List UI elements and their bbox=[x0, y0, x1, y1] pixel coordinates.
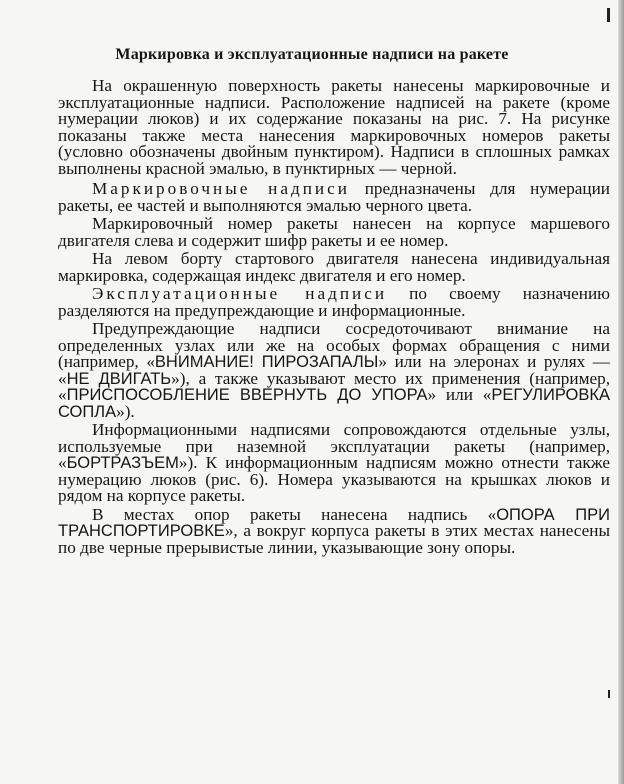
paragraph-operational-text: по своему назначению разделяются на предупреждающие и информационные. bbox=[58, 284, 610, 320]
paragraph-intro: На окрашенную поверхность ракеты нанесены маркировочные и эксплуатационные надписи. Расположение надписей на ракете (кроме нумерации люков) и их содержание показаны на рис. 7. На рисунке показаны также места нанесения маркировочных номеров ракеты (условно обозначены двойным пунктиром). Надписи в сплошных рамках выполнены красной эмалью, в пунктирных — черной. bbox=[58, 76, 610, 178]
paragraph-warning bbox=[58, 321, 610, 420]
supports-text-a: В местах опор ракеты нанесена надпись « bbox=[92, 504, 497, 524]
warning-text-a: Предупреждающие надписи сосредоточивают внимание на определенных узлах или же на особых формах обращения с ними (например, « bbox=[58, 319, 610, 371]
label-transport-support: ОПОРА ПРИ ТРАНСПОРТИРОВКЕ bbox=[58, 505, 611, 540]
label-onboard-connector: БОРТРАЗЪЕМ bbox=[66, 454, 179, 472]
term-operational: Эксплуатационные надписи bbox=[92, 284, 388, 303]
page-edge-shadow bbox=[618, 0, 624, 784]
section-title: Маркировка и эксплуатационные надписи на ракете bbox=[115, 46, 509, 63]
label-do-not-move: НЕ ДВИГАТЬ bbox=[66, 369, 172, 388]
paragraph-left-side: На левом борту стартового двигателя нанесена индивидуальная маркировка, содержащая индекс двигателя и его номер. bbox=[58, 249, 610, 285]
warning-text-c: »), а также указывают место их применения (например, « bbox=[58, 368, 610, 404]
warning-text-e: »). bbox=[116, 401, 135, 421]
scan-mark-bottom bbox=[608, 690, 610, 698]
info-text-a: Информационными надписями сопровождаются отдельные узлы, используемые при наземной эксплуатации ракеты (например, « bbox=[58, 420, 610, 472]
paragraph-marking-text: предназначены для нумерации ракеты, ее частей и выполняются эмалью черного цвета. bbox=[58, 179, 611, 215]
label-nozzle-adjust: РЕГУЛИРОВКА СОПЛА bbox=[58, 386, 610, 421]
label-screw-in: ПРИСПОСОБЛЕНИЕ ВВЕРНУТЬ ДО УПОРА bbox=[66, 386, 428, 404]
label-pyro: ВНИМАНИЕ! ПИРОЗАПАЛЫ bbox=[154, 353, 379, 371]
paragraph-operational bbox=[58, 286, 610, 319]
document-body bbox=[58, 78, 610, 558]
paragraph-marking-number: Маркировочный номер ракеты нанесен на корпусе маршевого двигателя слева и содержит шифр ракеты и ее номер. bbox=[58, 214, 610, 250]
warning-text-d: » или « bbox=[427, 385, 492, 404]
supports-text-b: », а вокруг корпуса ракеты в этих местах нанесены по две черные прерывистые линии, указывающие зону опоры. bbox=[58, 521, 610, 557]
warning-text-b: » или на элеронах и рулях — « bbox=[58, 352, 610, 388]
paragraph-marking bbox=[58, 181, 610, 214]
paragraph-supports bbox=[58, 504, 611, 557]
paragraph-info bbox=[58, 422, 610, 505]
term-marking: Маркировочные надписи bbox=[92, 179, 350, 198]
info-text-b: »). К информационным надписям можно отнести также нумерацию люков (рис. 6). Номера указываются на крышках люков и рядом на корпусе ракеты. bbox=[58, 453, 610, 505]
scan-mark-top bbox=[607, 8, 610, 22]
